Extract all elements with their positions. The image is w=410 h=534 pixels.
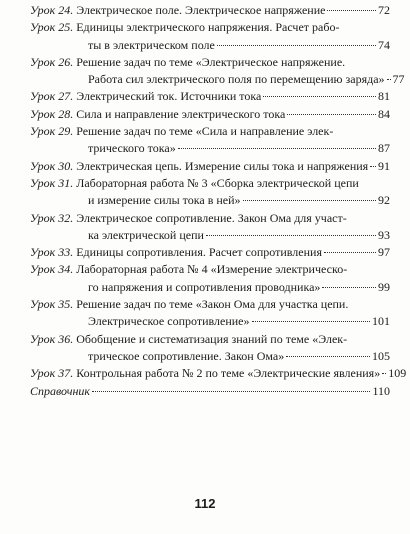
lesson-label: Урок 24.	[30, 3, 74, 17]
lesson-title: Единицы сопротивления. Расчет сопротивления	[76, 245, 322, 260]
dot-leader	[324, 251, 376, 253]
dot-leader	[263, 95, 376, 97]
dot-leader	[287, 113, 376, 115]
lesson-title: Единицы электрического напряжения. Расчет рабо-	[76, 20, 340, 35]
toc-entry-line	[30, 261, 390, 278]
toc-entry	[30, 175, 390, 210]
lesson-label: Урок 30.	[30, 158, 74, 173]
lesson-label: Справочник	[30, 383, 91, 398]
toc-entry	[30, 19, 390, 54]
lesson-title: го напряжения и сопротивления проводника»	[88, 279, 321, 294]
toc-entry-continuation	[30, 192, 390, 209]
lesson-label: Урок 33.	[30, 245, 74, 260]
lesson-label: Урок 31.	[30, 175, 74, 190]
toc-entry-line	[30, 106, 390, 123]
toc-entry	[30, 244, 390, 261]
toc-entry	[30, 88, 390, 105]
toc-page-number: 72	[378, 3, 390, 17]
toc-entry-continuation	[30, 313, 390, 330]
dot-leader	[327, 9, 376, 11]
dot-leader	[286, 355, 370, 357]
toc-entry-continuation	[30, 140, 390, 157]
toc-page-number: 93	[378, 227, 390, 242]
toc-entry-line	[30, 244, 390, 261]
toc-entry-line	[30, 2, 390, 19]
dot-leader	[217, 44, 376, 46]
toc-page-number: 101	[372, 314, 390, 329]
dot-leader	[92, 390, 370, 392]
dot-leader	[387, 78, 391, 80]
toc-page-number: 91	[378, 158, 390, 173]
lesson-title: Контрольная работа № 2 по теме «Электрические явления»	[76, 366, 381, 381]
lesson-title: Электрическое сопротивление»	[88, 314, 250, 329]
table-of-contents	[30, 2, 407, 400]
dot-leader	[322, 286, 376, 288]
lesson-label: Урок 35.	[30, 297, 74, 312]
lesson-label: Урок 34.	[30, 262, 74, 277]
toc-page-number: 84	[378, 106, 390, 121]
toc-entry-line	[30, 296, 390, 313]
toc-entry-continuation	[30, 348, 390, 365]
toc-entry-line	[30, 383, 390, 400]
dot-leader	[370, 165, 376, 167]
toc-entry-line	[30, 19, 390, 36]
lesson-label: Урок 26.	[30, 54, 74, 69]
toc-page-number: 74	[378, 37, 390, 52]
toc-entry	[30, 123, 390, 158]
lesson-title: Решение задач по теме «Электрическое напряжение.	[76, 54, 346, 69]
toc-entry	[30, 261, 390, 296]
toc-page-number: 105	[372, 348, 390, 363]
toc-entry-line	[30, 175, 390, 192]
toc-page-number: 97	[378, 245, 390, 260]
lesson-title: и измерение силы тока в ней»	[88, 193, 241, 208]
toc-page-number: 109	[388, 366, 407, 381]
lesson-title: Решение задач по теме «Закон Ома для участка цепи.	[76, 297, 349, 312]
lesson-label: Урок 25.	[30, 20, 74, 35]
toc-entry-continuation	[30, 71, 405, 88]
lesson-title: Электрическая цепь. Измерение силы тока и напряжения	[76, 158, 369, 173]
lesson-title: Электрический ток. Источники тока	[76, 89, 262, 104]
toc-entry-line	[30, 331, 390, 348]
toc-page-number: 99	[378, 279, 390, 294]
dot-leader	[382, 372, 386, 374]
toc-entry	[30, 54, 405, 89]
dot-leader	[243, 199, 376, 201]
toc-entry	[30, 383, 390, 400]
toc-page-number: 81	[378, 89, 390, 104]
toc-page-number: 92	[378, 193, 390, 208]
toc-entry-line	[30, 54, 390, 71]
toc-entry	[30, 2, 390, 19]
lesson-label: Урок 28.	[30, 106, 74, 121]
toc-entry-line	[30, 88, 390, 105]
lesson-title: Обобщение и систематизация знаний по теме «Элек-	[76, 331, 348, 346]
toc-entry-line	[30, 123, 390, 140]
dot-leader	[206, 234, 376, 236]
lesson-title: Электрическое сопротивление. Закон Ома для участ-	[76, 210, 347, 225]
dot-leader	[252, 320, 371, 322]
toc-entry	[30, 106, 390, 123]
lesson-label: Урок 29.	[30, 124, 74, 139]
toc-entry-line	[30, 158, 390, 175]
lesson-title: ка электрической цепи	[88, 227, 204, 242]
lesson-title: ты в электрическом поле	[88, 37, 215, 52]
toc-page-number: 87	[378, 141, 390, 156]
lesson-title: Электрическое поле. Электрическое напряжение	[76, 3, 326, 17]
toc-entry-line	[30, 365, 407, 382]
dot-leader	[178, 147, 376, 149]
toc-entry-line	[30, 210, 390, 227]
toc-entry-continuation	[30, 279, 390, 296]
toc-page-number: 110	[372, 383, 390, 398]
lesson-label: Урок 32.	[30, 210, 74, 225]
toc-entry	[30, 210, 390, 245]
lesson-title: трического тока»	[88, 141, 176, 156]
lesson-title: трическое сопротивление. Закон Ома»	[88, 348, 285, 363]
toc-entry-continuation	[30, 37, 390, 54]
toc-page-number: 77	[392, 72, 405, 87]
lesson-title: Решение задач по теме «Сила и направление элек-	[76, 124, 334, 139]
lesson-title: Лабораторная работа № 3 «Сборка электрической цепи	[76, 175, 359, 190]
toc-entry	[30, 158, 390, 175]
lesson-title: Сила и направление электрического тока	[76, 106, 286, 121]
lesson-title: Работа сил электрического поля по перемещению заряда»	[88, 72, 385, 87]
lesson-label: Урок 27.	[30, 89, 74, 104]
page-number: 112	[194, 496, 216, 511]
lesson-title: Лабораторная работа № 4 «Измерение электрическо-	[76, 262, 348, 277]
toc-entry-continuation	[30, 227, 390, 244]
toc-entry	[30, 365, 407, 382]
toc-entry	[30, 296, 390, 331]
lesson-label: Урок 37.	[30, 366, 74, 381]
lesson-label: Урок 36.	[30, 331, 74, 346]
toc-entry	[30, 331, 390, 366]
